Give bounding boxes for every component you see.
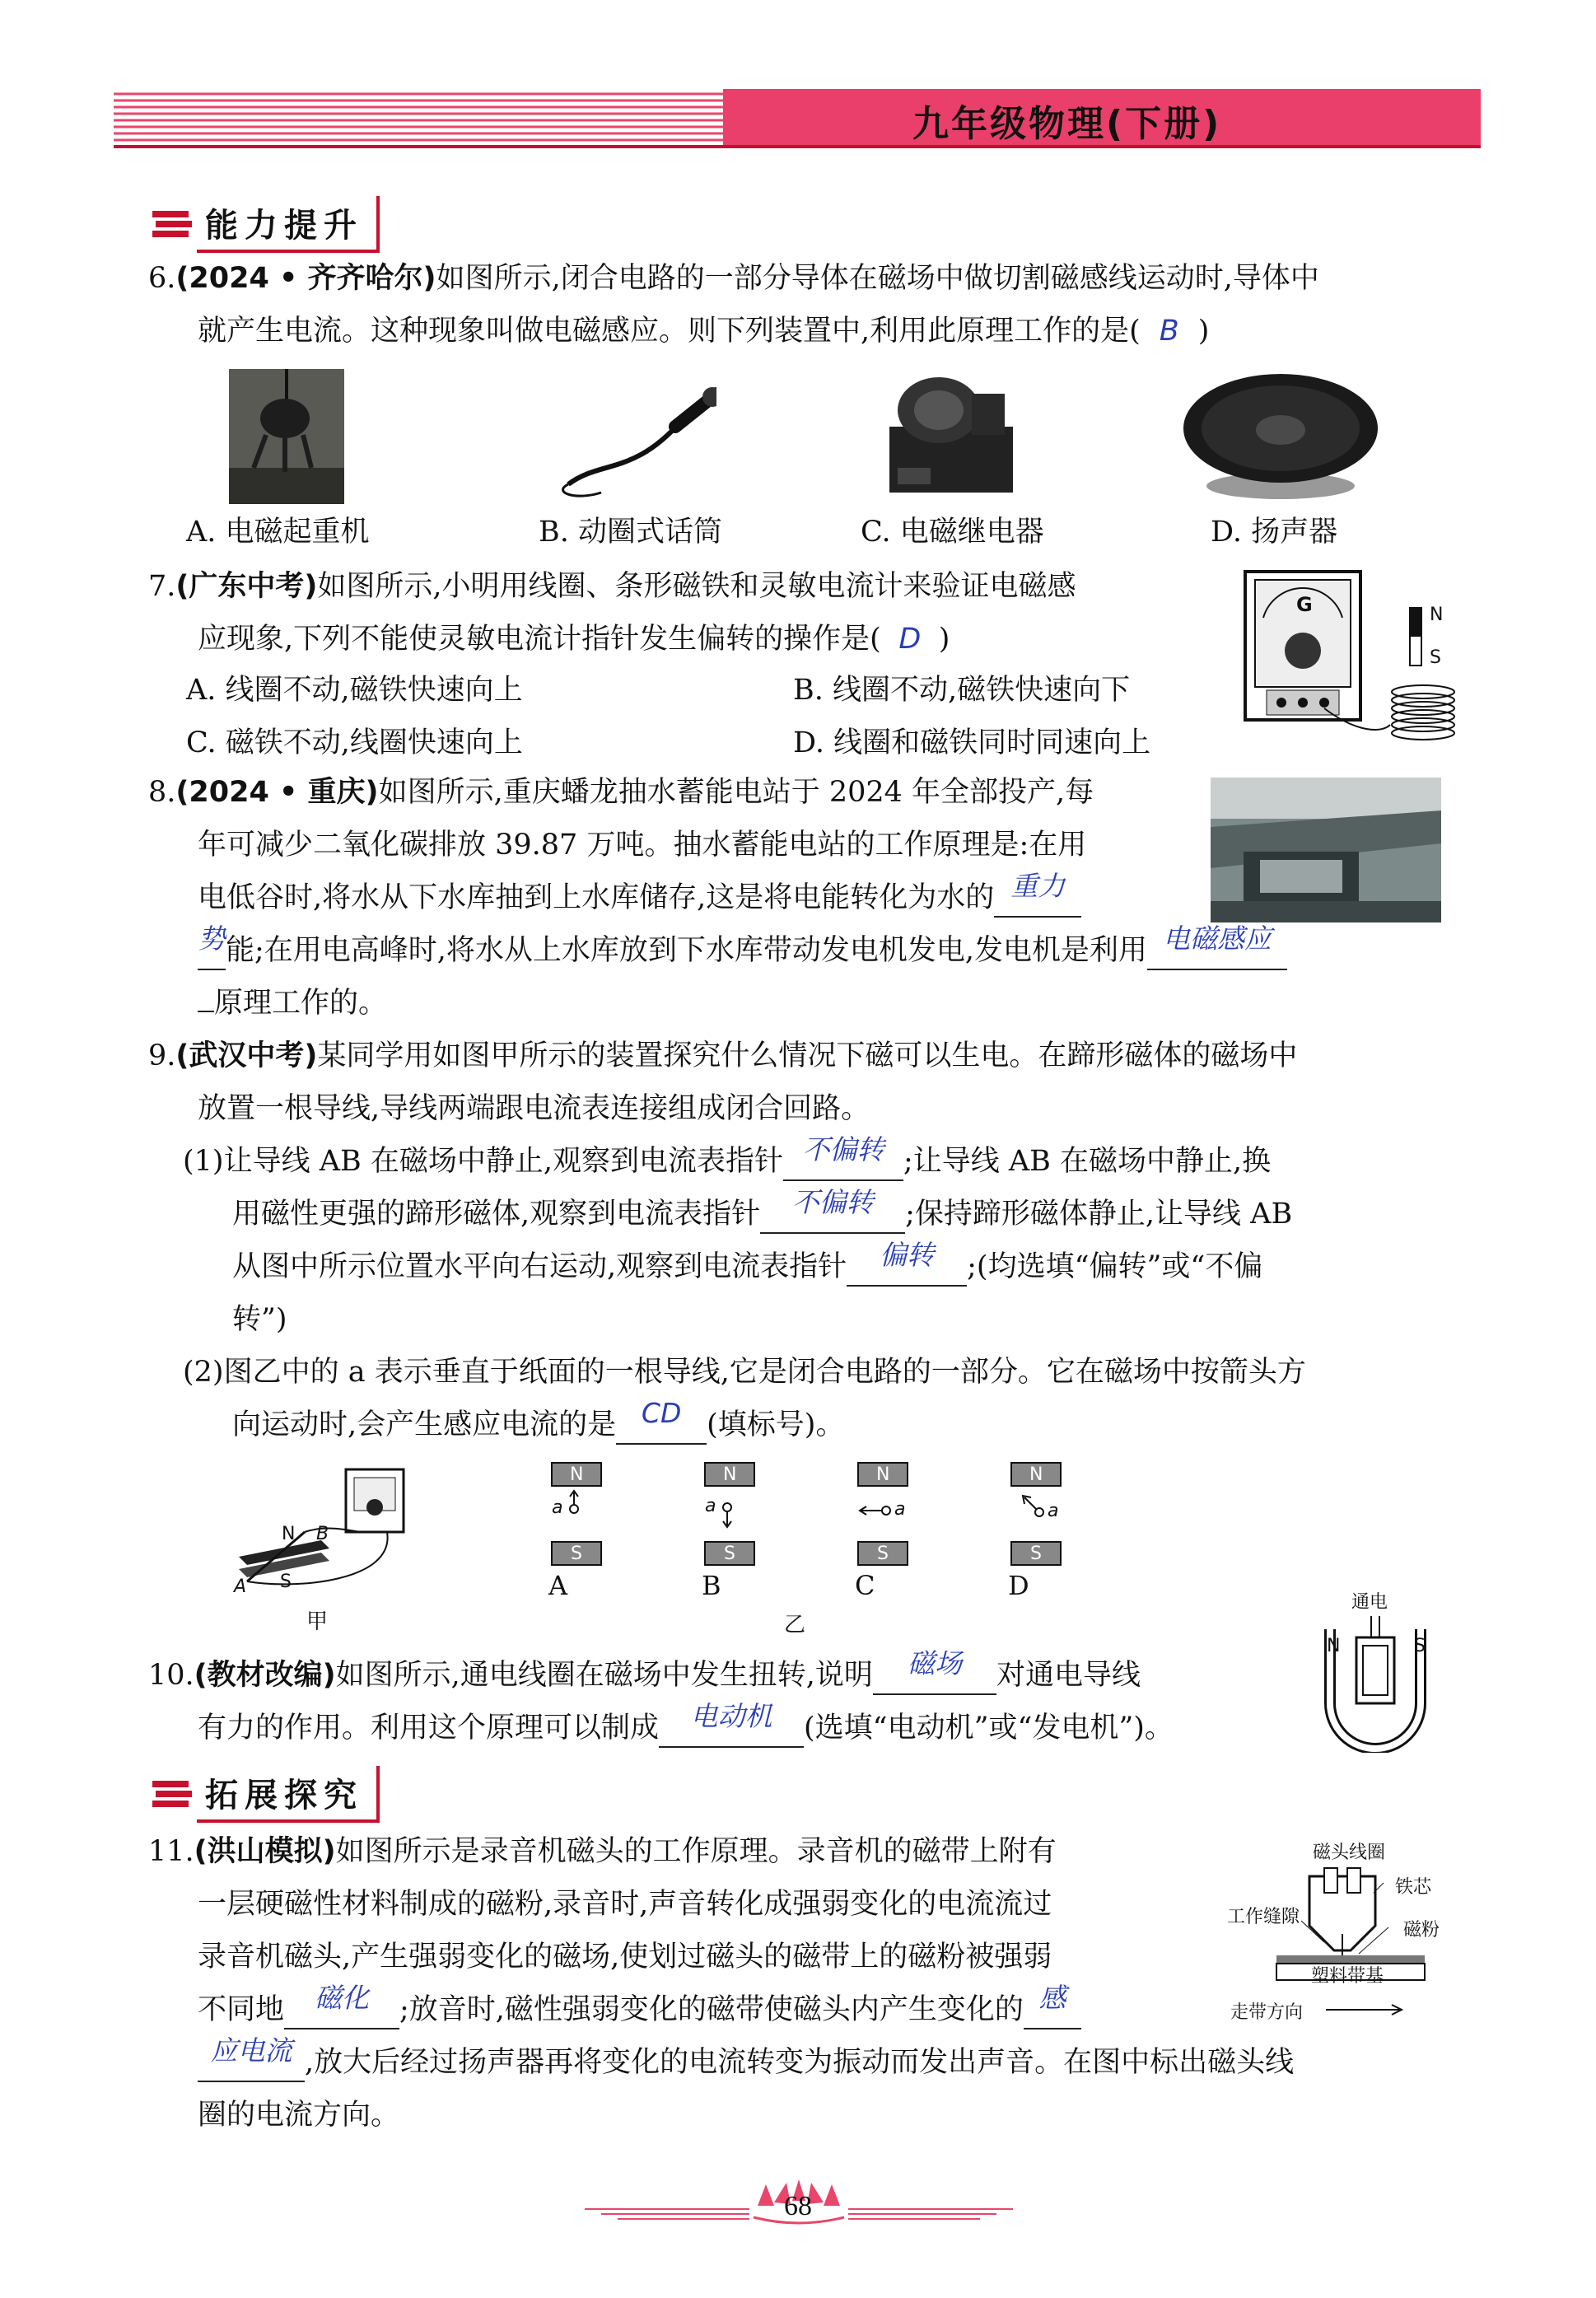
fig-jia-a-label: A [234, 1576, 247, 1597]
q6-option-b: B. 动圈式话筒 [539, 516, 722, 549]
q7-line2: 应现象,下列不能使灵敏电流计指针发生偏转的操作是( D ) [198, 623, 950, 656]
fig-coil-label: 磁头线圈 [1313, 1843, 1386, 1863]
q7-option-d: D. 线圈和磁铁同时同速向上 [793, 726, 1151, 759]
q10-fig-s: S [1414, 1636, 1426, 1656]
q9-p1-line3: 从图中所示位置水平向右运动,观察到电流表指针 偏转 ;(均选填“偏转”或“不偏 [232, 1240, 1262, 1293]
q6-line1: 6.(2024 • 齐齐哈尔)如图所示,闭合电路的一部分导体在磁场中做切割磁感线运动时,导体中 [148, 262, 1319, 295]
q6-option-d: D. 扬声器 [1211, 516, 1338, 549]
q11-answer-2b: 应电流 [210, 2034, 292, 2067]
q9-figure-jia [231, 1466, 412, 1598]
q9-p1-line1: (1)让导线 AB 在磁场中静止,观察到电流表指针 不偏转 ;让导线 AB 在磁场中静止,换 [183, 1135, 1271, 1188]
q11-head-figure [1219, 1835, 1449, 2023]
galvanometer-figure [1242, 568, 1456, 758]
fig-yi-wire-d: a [1048, 1501, 1059, 1521]
microphone-image [552, 385, 716, 501]
q10-line1: 10.(教材改编)如图所示,通电线圈在磁场中发生扭转,说明 磁场 对通电导线 [148, 1649, 1141, 1702]
galvanometer-g-label: G [1296, 593, 1313, 616]
q9-line1: 9.(武汉中考)某同学用如图甲所示的装置探究什么情况下磁可以生电。在蹄形磁体的磁场中 [148, 1039, 1298, 1072]
q9-answer-2: 不偏转 [791, 1186, 874, 1218]
section-ability [152, 199, 380, 249]
header-title: 九年级物理(下册) [912, 103, 1222, 145]
q9-answer-4: CD [641, 1397, 682, 1429]
q9-p2-line2: 向运动时,会产生感应电流的是 CD (填标号)。 [232, 1399, 844, 1451]
q7-option-a: A. 线圈不动,磁铁快速向上 [186, 674, 523, 707]
fig-yi-caption: 乙 [784, 1613, 806, 1637]
speaker-image [1182, 371, 1379, 502]
q8-line4: 势能;在用电高峰时,将水从上水库放到下水库带动发电机发电,发电机是利用 电磁感应 [198, 924, 1287, 977]
q11-line3: 录音机磁头,产生强弱变化的磁场,使划过磁头的磁带上的磁粉被强弱 [198, 1941, 1052, 1973]
section-expand-title: 拓展探究 [197, 1766, 380, 1823]
q11-answer-1: 磁化 [315, 1982, 370, 2014]
fig-yi-n-a: N [570, 1464, 584, 1485]
fig-powder-label: 磁粉 [1403, 1920, 1440, 1941]
q11-answer-2a: 感 [1038, 1982, 1066, 2014]
q9-figure-yi [535, 1460, 1079, 1591]
fig-jia-b-label: B [316, 1524, 329, 1544]
q7-option-c: C. 磁铁不动,线圈快速向上 [186, 726, 523, 759]
fig-jia-s-label: S [280, 1572, 292, 1592]
q6-option-c: C. 电磁继电器 [861, 516, 1044, 549]
section-tag-icon [152, 206, 192, 242]
fig-yi-s-b: S [724, 1544, 735, 1564]
fig-core-label: 铁芯 [1395, 1877, 1432, 1898]
q9-p2-line1: (2)图乙中的 a 表示垂直于纸面的一根导线,它是闭合电路的一部分。它在磁场中按箭头方 [183, 1356, 1306, 1389]
relay-image [881, 369, 1021, 501]
q7-option-b: B. 线圈不动,磁铁快速向下 [793, 674, 1131, 707]
q9-answer-1: 不偏转 [802, 1133, 884, 1165]
q7-answer: D [898, 623, 922, 656]
q6-line2: 就产生电流。这种现象叫做电磁感应。则下列装置中,利用此原理工作的是( B ) [198, 315, 1210, 348]
q10-answer-1: 磁场 [907, 1647, 962, 1679]
q8-answer-2: 电磁感应 [1163, 922, 1272, 955]
fig-dir-label: 走带方向 [1230, 2002, 1304, 2023]
q6-option-a: A. 电磁起重机 [186, 516, 370, 549]
power-station-photo [1211, 778, 1441, 922]
q11-line5: 应电流 ,放大后经过扬声器再将变化的电流转变为振动而发出声音。在图中标出磁头线 [198, 2036, 1294, 2089]
page-number: 68 [784, 2191, 812, 2221]
q10-line2: 有力的作用。利用这个原理可以制成 电动机 (选填“电动机”或“发电机”)。 [198, 1702, 1174, 1754]
q11-line6: 圈的电流方向。 [198, 2099, 400, 2132]
fig-yi-n-d: N [1029, 1464, 1043, 1485]
fig-yi-letter-b: B [702, 1570, 721, 1601]
q9-p1-line2: 用磁性更强的蹄形磁体,观察到电流表指针 不偏转 ;保持蹄形磁体静止,让导线 AB [232, 1188, 1292, 1240]
q9-p1-line4: 转”) [232, 1303, 287, 1336]
fig-yi-wire-b: a [705, 1496, 716, 1516]
fig-yi-s-c: S [877, 1544, 889, 1564]
section-ability-title: 能力提升 [197, 196, 380, 253]
magnet-n-label: N [1430, 605, 1444, 625]
q10-coil-figure [1314, 1588, 1437, 1753]
q9-line2: 放置一根导线,导线两端跟电流表连接组成闭合回路。 [198, 1092, 870, 1125]
q7-line1: 7.(广东中考)如图所示,小明用线圈、条形磁铁和灵敏电流计来验证电磁感 [148, 570, 1076, 603]
q11-line1: 11.(洪山模拟)如图所示是录音机磁头的工作原理。录音机的磁带上附有 [148, 1835, 1057, 1868]
q8-line1: 8.(2024 • 重庆)如图所示,重庆蟠龙抽水蓄能电站于 2024 年全部投产,每 [148, 776, 1094, 809]
q8-line5: 原理工作的。 [198, 977, 387, 1030]
fig-yi-wire-a: a [552, 1497, 563, 1518]
q10-fig-n: N [1327, 1636, 1341, 1656]
q8-line3: 电低谷时,将水从下水库抽到上水库储存,这是将电能转化为水的 重力 [198, 871, 1081, 924]
q6-answer: B [1159, 315, 1179, 348]
section-expand [152, 1769, 380, 1819]
q9-answer-3: 偏转 [880, 1239, 935, 1271]
fig-jia-caption: 甲 [306, 1609, 329, 1634]
header-stripes [114, 89, 1481, 148]
fig-base-label: 塑料带基 [1311, 1966, 1384, 1987]
q10-fig-label: 通电 [1351, 1592, 1388, 1613]
fig-yi-wire-c: a [894, 1499, 906, 1520]
fig-gap-label: 工作缝隙 [1227, 1907, 1300, 1927]
header-band [114, 89, 1481, 148]
q11-line4: 不同地 磁化 ;放音时,磁性强弱变化的磁带使磁头内产生变化的 感 [198, 1983, 1081, 2036]
magnet-s-label: S [1430, 647, 1441, 668]
fig-yi-letter-c: C [855, 1570, 875, 1601]
fig-yi-s-d: S [1030, 1544, 1042, 1564]
fig-yi-n-b: N [723, 1464, 737, 1485]
fig-yi-letter-d: D [1008, 1570, 1029, 1601]
fig-jia-n-label: N [282, 1524, 296, 1544]
q11-line2: 一层硬磁性材料制成的磁粉,录音时,声音转化成强弱变化的电流流过 [198, 1888, 1052, 1921]
q8-answer-1b: 势 [198, 922, 226, 955]
section-tag-icon-2 [152, 1776, 192, 1812]
fig-yi-letter-a: A [548, 1570, 568, 1601]
fig-yi-n-c: N [876, 1464, 890, 1485]
footer-ornament [568, 2176, 1029, 2234]
q8-line2: 年可减少二氧化碳排放 39.87 万吨。抽水蓄能电站的工作原理是:在用 [198, 829, 1087, 862]
q8-answer-1a: 重力 [1010, 870, 1066, 902]
q10-answer-2: 电动机 [690, 1700, 772, 1732]
fig-yi-s-a: S [571, 1544, 582, 1564]
crane-photo [229, 369, 344, 504]
